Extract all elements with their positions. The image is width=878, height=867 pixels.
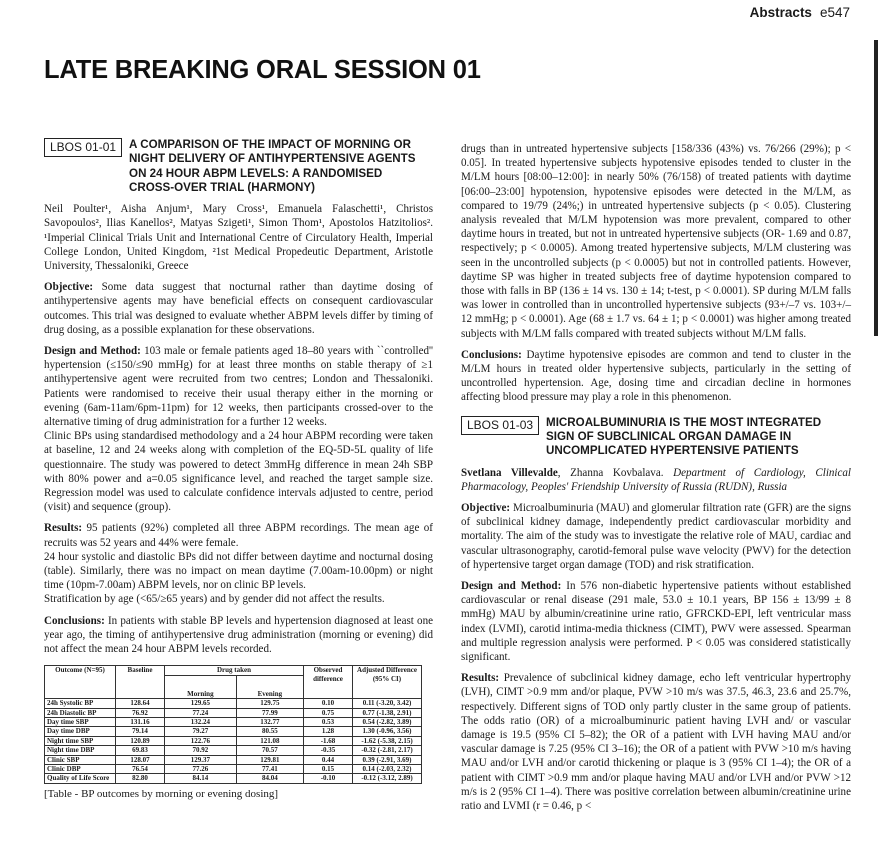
- page-edge-tab: [874, 40, 878, 336]
- table-cell: 1.28: [304, 727, 353, 736]
- table-cell: 0.77 (-1.38, 2.91): [353, 708, 422, 717]
- table-cell: 0.10: [304, 699, 353, 708]
- left-column: [44, 138, 433, 801]
- table-cell: 77.99: [236, 708, 303, 717]
- conclusions-paragraph: Conclusions: In patients with stable BP levels and hypertension diagnosed at least one year ago, the timing of antihypertensive drug administration (morning or evening) did not affect the mean 24 hour ABPM levels recorded.: [44, 614, 433, 656]
- results-paragraph: Results: 95 patients (92%) completed all three ABPM recordings. The mean age of recruits was 52 years and 44% were female.: [44, 522, 433, 549]
- header-evening: Evening: [236, 675, 303, 698]
- header-baseline: Baseline: [116, 666, 165, 699]
- table-cell: Day time DBP: [45, 727, 116, 736]
- table-cell: -0.32 (-2.81, 2.17): [353, 746, 422, 755]
- table-cell: 1.30 (-0.96, 3.56): [353, 727, 422, 736]
- journal-section: Abstracts: [749, 5, 812, 20]
- abstract-title: MICROALBUMINURIA IS THE MOST INTEGRATED SIGN OF SUBCLINICAL ORGAN DAMAGE IN UNCOMPLICATED HYPERTENSIVE PATIENTS: [546, 415, 822, 458]
- objective-paragraph: Objective: Microalbuminuria (MAU) and glomerular filtration rate (GFR) are the signs of subclinical kidney damage, independently predict cardiovascular morbidity and mortality. The aim of the study was to investigate the relative role of MAU, cardiac and vascular ultrasonography, carotid-femoral pulse wave velocity (PWV) for the detection of hypertensive target organ damage (TOD) and risk stratification.: [461, 501, 851, 571]
- running-header: [750, 5, 850, 20]
- table-row: [45, 736, 422, 745]
- objective-paragraph: Objective: Some data suggest that nocturnal rather than daytime dosing of antihypertensive agents may have beneficial effects on consequent cardiovascular outcomes. This trial was designed to evaluate whether ABPM levels differ by timing of drug dosing, as a possible explanation for these observations.: [44, 281, 433, 336]
- table-cell: 77.26: [165, 764, 237, 773]
- table-cell: 84.04: [236, 774, 303, 783]
- abstract-heading: [461, 416, 851, 459]
- table-cell: 0.53: [304, 717, 353, 726]
- table-cell: 121.08: [236, 736, 303, 745]
- table-cell: 76.92: [116, 708, 165, 717]
- table-row: [45, 717, 422, 726]
- table-cell: Night time DBP: [45, 746, 116, 755]
- table-row: [45, 708, 422, 717]
- table-cell: 131.16: [116, 717, 165, 726]
- table-cell: 80.55: [236, 727, 303, 736]
- table-cell: Night time SBP: [45, 736, 116, 745]
- table-cell: 79.27: [165, 727, 237, 736]
- continued-results: drugs than in untreated hypertensive subjects [158/336 (43%) vs. 76/266 (29%); p < 0.05]. In treated hypertensive subjects hypotensive episodes tended to cluster in the M/LM hours [08:00–12:00]: in nearly 50% (76/158) of treated patients with daytime [06:00–23:00] hypotension, hypotensive episodes were detected in the M/LM, as compared to 19/79 (24%;) in untreated hypertensive subjects (p < 0.05). Clustering analysis revealed that M/LM hypotension was more prevalent, compared to other daytime hours in treated, but not in untreated hypertensive subjects (OR- 1.69 and 0.87, respectively; p < 0.0005). Among treated hypertensive subjects, M/LM clustering was seen in the uncontrolled subjects (p < 0.0005) but not in controlled patients. However, daytime SP was higher in treated subjects free of daytime hypotension compared to those with falls in BP (136 ± 14 vs. 130 ± 14; t-test, p < 0.0001). SP during M/LM falls was lower in controlled than in uncontrolled hypertensive subjects (93+/–7 vs. 103+/–12 mmHg; p < 0.0001). Age (68 ± 1.7 vs. 64 ± 1; p < 0.0001) was higher among treated subjects with M/LM falls compared with treated subjects without M/LM falls.: [461, 143, 851, 340]
- abstract-heading: [44, 138, 433, 195]
- table-cell: 82.80: [116, 774, 165, 783]
- table-cell: 129.37: [165, 755, 237, 764]
- table-cell: 120.89: [116, 736, 165, 745]
- results-paragraph-2: 24 hour systolic and diastolic BPs did not differ between daytime and nocturnal dosing (table). Similarly, there was no impact on mean daytime (7.00am-10.00pm) or night time (10pm-7.00am) ABPM levels, nor on clinic BP levels.: [44, 550, 433, 592]
- table-cell: 77.24: [165, 708, 237, 717]
- table-cell: 77.41: [236, 764, 303, 773]
- header-outcome: Outcome (N=95): [45, 666, 116, 699]
- table-row: [45, 774, 422, 783]
- table-cell: 76.54: [116, 764, 165, 773]
- table-cell: -0.35: [304, 746, 353, 755]
- table-cell: 0.75: [304, 708, 353, 717]
- table-cell: 24h Diastolic BP: [45, 708, 116, 717]
- design-paragraph: Design and Method: 103 male or female patients aged 18–80 years with ``controlled'' hypertension (≤150/≤90 mmHg) for at least three months on stable therapy of ≥1 antihypertensive agent were recruited from two centres; London and Thessaloniki. Patients were randomised to receive their usual therapy either in the morning or evening (6am-11am/6pm-11pm) for 12 weeks, then participants crossed-over to the alternative timing of drug administration for a further 12 weeks.: [44, 345, 434, 429]
- table-row: [45, 699, 422, 708]
- table-cell: Day time SBP: [45, 717, 116, 726]
- table-caption: [Table - BP outcomes by morning or evening dosing]: [44, 787, 279, 800]
- header-observed: Observed difference: [304, 666, 353, 699]
- results-paragraph-3: Stratification by age (<65/≥65 years) and by gender did not affect the results.: [44, 593, 385, 606]
- table-cell: 129.81: [236, 755, 303, 764]
- table-cell: Clinic DBP: [45, 764, 116, 773]
- table-cell: 132.77: [236, 717, 303, 726]
- session-title: LATE BREAKING ORAL SESSION 01: [44, 56, 481, 84]
- table-cell: 132.24: [165, 717, 237, 726]
- header-drug-taken: Drug taken: [165, 666, 304, 675]
- design-paragraph-2: Clinic BPs using standardised methodology and a 24 hour ABPM recording were taken at baseline, 12 and 24 weeks along with completion of the EQ-5D-5L quality of life questionnaire. The study was powered to detect 3mmHg difference in mean 24h SBP with 80% power and a=0.05 significance level, and reached the target sample size. Regression model was used to calculate confidence intervals adjusted to centre, period (visit) and sequence (group).: [44, 430, 433, 514]
- abstract-title: A COMPARISON OF THE IMPACT OF MORNING OR NIGHT DELIVERY OF ANTIHYPERTENSIVE AGENTS ON 24 HOUR ABPM LEVELS: A RANDOMISED CROSS-OVER TRIAL (HARMONY): [129, 138, 416, 194]
- header-morning: Morning: [165, 675, 237, 698]
- table-cell: 128.07: [116, 755, 165, 764]
- table-cell: -1.68: [304, 736, 353, 745]
- table-cell: Clinic SBP: [45, 755, 116, 764]
- table-cell: 122.76: [165, 736, 237, 745]
- abstract-code: LBOS 01-03: [461, 416, 539, 435]
- table-cell: -0.12 (-3.12, 2.89): [353, 774, 422, 783]
- abstract-code: LBOS 01-01: [44, 138, 122, 157]
- table-cell: -0.10: [304, 774, 353, 783]
- author-list: Neil Poulter¹, Aisha Anjum¹, Mary Cross¹, Emanuela Falaschetti¹, Christos Savopoulos², Ilias Kanellos², Matyas Szigeti¹, Simon Thom¹, Apostolos Hatzitolios². ¹Imperial Clinical Trials Unit and International Centre of Circulatory Health, Imperial College London, United Kingdom, ²1st Medical Propedeutic Department, Aristotle University, Thessaloniki, Greece: [44, 203, 433, 272]
- table-row: [45, 764, 422, 773]
- table-cell: 0.39 (-2.91, 3.69): [353, 755, 422, 764]
- right-column: [461, 142, 851, 813]
- table-cell: 0.44: [304, 755, 353, 764]
- page-number: e547: [819, 5, 850, 20]
- author-list: Svetlana Villevalde, Zhanna Kovbalava. Department of Cardiology, Clinical Pharmacology, Peoples' Friendship University of Russia (RUDN), Russia: [461, 466, 851, 493]
- results-table: [44, 665, 422, 801]
- table-cell: 128.64: [116, 699, 165, 708]
- table-cell: 0.15: [304, 764, 353, 773]
- table-row: [45, 755, 422, 764]
- table-cell: 129.65: [165, 699, 237, 708]
- table-cell: 0.11 (-3.20, 3.42): [353, 699, 422, 708]
- results-paragraph: Results: Prevalence of subclinical kidney damage, echo left ventricular hypertrophy (LVH), CIMT >0.9 mm and/or plaque, PVW >10 m/s was 37.5, 46.3, 23.6 and 25.7%, respectively. Different signs of TOD only partly cluster in the same group of patients. The odds ratio (OR) of a microalbuminuric patient having LVH and/ or vascular damage is 19.5 (95% CI 5–82); the OR of a patient with LVH having MAU and/or vascular damage is 7.25 (95% CI 3–16); the OR of a patient with PVW >10 m/s having MAU and/or LVH and/or carotid thickening or plaque is 3 (95% CI 1–4); the OR of a patient with CIMT >0.9 mm and/or plaque having MAU and/or LVH and/or PVW >12 m/s is 2 (95% CI 1–4). There was positive correlation between albumin/creatinine urine ratio and LVMI (r = 0.46, p <: [461, 672, 851, 813]
- table-cell: 70.57: [236, 746, 303, 755]
- header-adjusted: Adjusted Difference (95% CI): [353, 666, 422, 699]
- table-row: [45, 746, 422, 755]
- table-cell: 79.14: [116, 727, 165, 736]
- continued-conclusions: Conclusions: Daytime hypotensive episodes are common and tend to cluster in the M/LM hours in treated older hypertensive subjects, particularly in the setting of uncontrolled hypertension. Age, dosing time and circadian decline in hormones affecting blood pressure may play a role in this phenomenon.: [461, 348, 851, 404]
- table-cell: 84.14: [165, 774, 237, 783]
- design-paragraph: Design and Method: In 576 non-diabetic hypertensive patients without established cardiovascular or renal disease (291 male, 53.0 ± 10.1 years, BP 156 ± 13/99 ± 8 mmHg) MAU by albumin/creatinine urine ratio, GFRCKD-EPI, left ventricular mass index (LVMI), carotid intima-media thickness (CIMT), PWV were assessed. Spearman and multiple regression analysis were performed. P < 0.05 was considered statistically significant.: [461, 579, 852, 663]
- table-cell: -1.62 (-5.38, 2.15): [353, 736, 422, 745]
- table-cell: 69.83: [116, 746, 165, 755]
- table-cell: 70.92: [165, 746, 237, 755]
- table-cell: 0.54 (-2.82, 3.89): [353, 717, 422, 726]
- table-cell: Quality of Life Score: [45, 774, 116, 783]
- table-cell: 0.14 (-2.03, 2.32): [353, 764, 422, 773]
- table-cell: 24h Systolic BP: [45, 699, 116, 708]
- table-row: [45, 727, 422, 736]
- table-cell: 129.75: [236, 699, 303, 708]
